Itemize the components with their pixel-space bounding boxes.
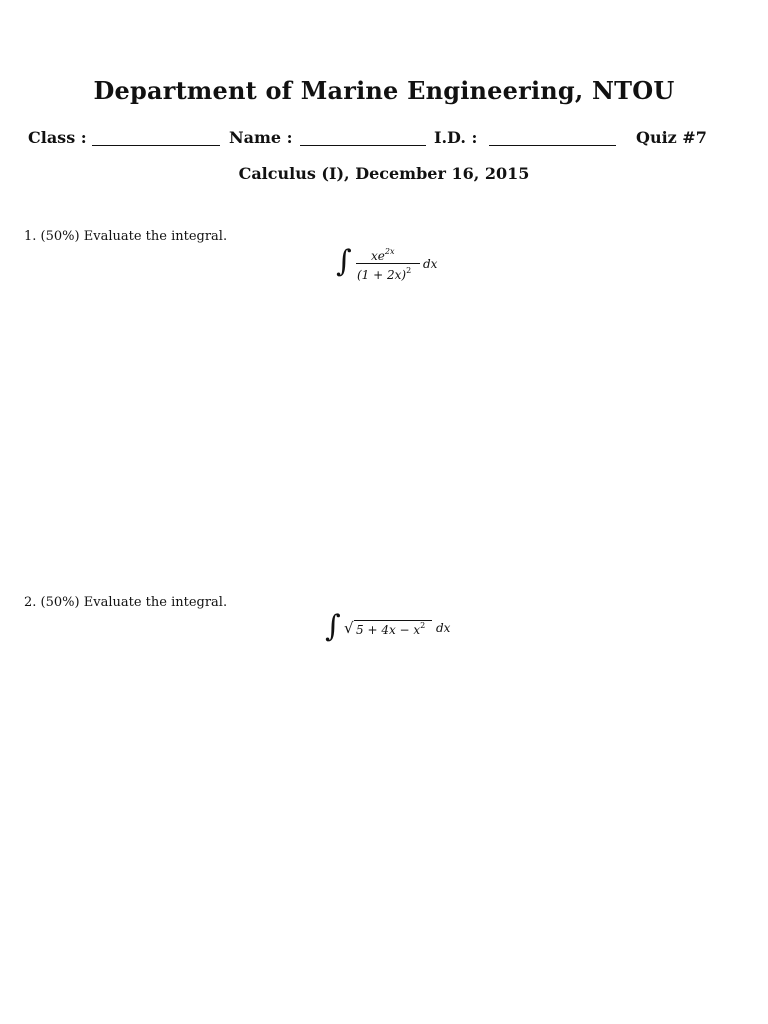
denominator: $(1 + 2x)^2$ — [357, 266, 412, 282]
radical-sign: √ — [344, 619, 354, 637]
problem-number: 2. — [24, 595, 37, 610]
problem-weight: (50%) — [40, 595, 80, 610]
differential: dx — [436, 621, 451, 635]
problem-weight: (50%) — [40, 229, 80, 244]
integral-sign: ∫ — [325, 609, 341, 644]
page-title: Department of Marine Engineering, NTOU — [93, 76, 675, 105]
class-blank-line — [92, 145, 220, 146]
fraction-bar — [356, 263, 420, 264]
student-info-row — [28, 128, 718, 152]
problem-1 — [24, 229, 227, 244]
radicand: $5 + 4x - x^2$ — [356, 621, 426, 637]
name-label: Name : — [229, 128, 293, 147]
name-blank-line — [300, 145, 426, 146]
differential: dx — [423, 257, 438, 271]
numerator: $xe^{2x}$ — [371, 247, 395, 263]
integral-sign: ∫ — [336, 244, 352, 279]
exam-subtitle: Calculus (I), December 16, 2015 — [238, 164, 530, 183]
id-label: I.D. : — [434, 128, 478, 147]
class-label: Class : — [28, 128, 87, 147]
id-blank-line — [489, 145, 616, 146]
problem-prompt: Evaluate the integral. — [83, 229, 228, 244]
problem-prompt: Evaluate the integral. — [83, 595, 228, 610]
quiz-number: Quiz #7 — [636, 128, 707, 147]
problem-number: 1. — [24, 229, 37, 244]
problem-2 — [24, 595, 227, 610]
